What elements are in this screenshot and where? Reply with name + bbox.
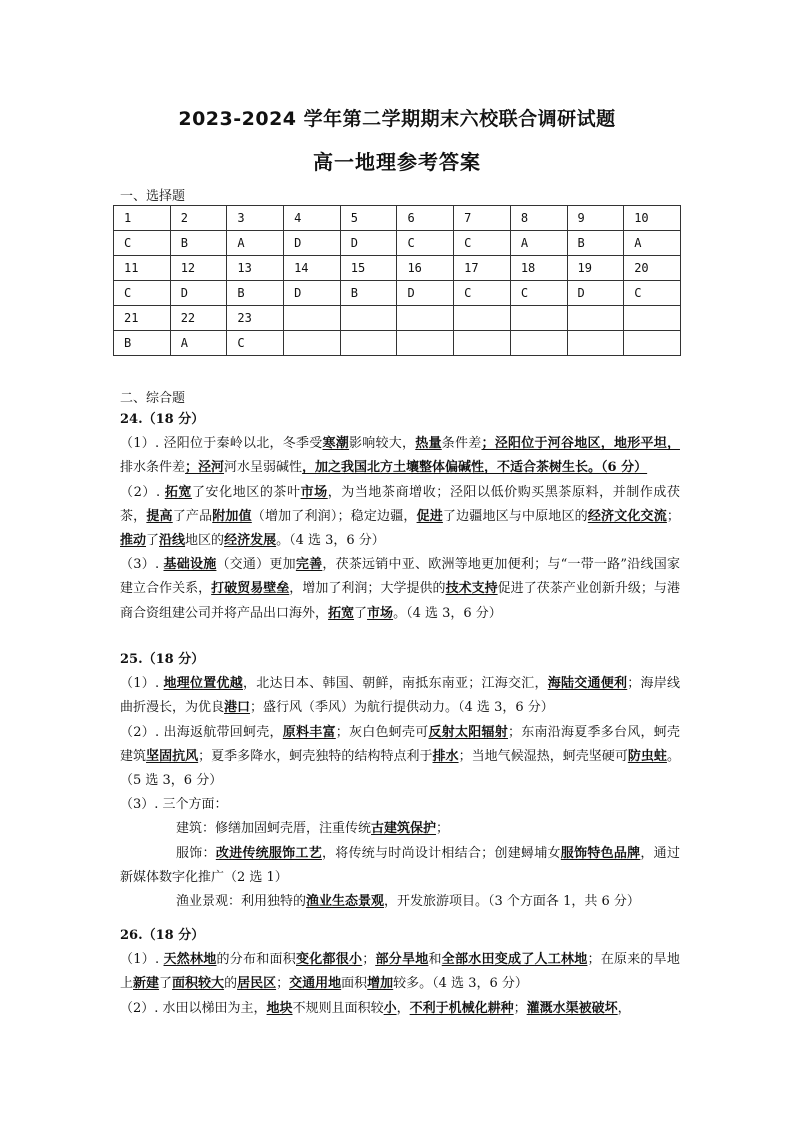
answer-text: （3）.	[120, 557, 164, 573]
question-26	[120, 924, 680, 1021]
key-point: 基础设施	[163, 557, 217, 573]
table-cell: 11	[114, 256, 171, 281]
table-cell: B	[114, 331, 171, 356]
key-point: 服饰特色品牌	[560, 845, 641, 861]
key-point: 反射太阳辐射	[428, 724, 508, 740]
key-point: 经济文化交流	[587, 508, 667, 524]
key-point: 新建	[133, 976, 160, 992]
table-cell: C	[114, 281, 171, 306]
answer-text: ，	[396, 1000, 410, 1016]
answer-text: 促进了茯茶产业创新升级；与港商合资组建公司并将产品出口海外，	[120, 581, 680, 621]
table-cell	[397, 331, 454, 356]
table-cell	[284, 306, 341, 331]
table-cell: 9	[567, 206, 624, 231]
page-subtitle: 高一地理参考答案	[313, 150, 481, 174]
key-point: 技术支持	[445, 581, 498, 597]
answer-text: ；	[436, 821, 450, 837]
key-point: 附加值	[212, 508, 252, 524]
table-cell	[454, 306, 511, 331]
page-title: 2023-2024 学年第二学期期末六校联合调研试题	[178, 108, 616, 130]
table-cell: 4	[284, 206, 341, 231]
question-24-heading: 24.（18 分）	[120, 412, 205, 427]
table-cell: 13	[227, 256, 284, 281]
answer-text: （1）.	[120, 676, 164, 692]
answer-text: ；盛行风（季风）为航行提供动力。（4 选 3，6 分）	[250, 700, 554, 716]
answer-text: 服饰：	[176, 845, 216, 861]
question-number-row	[114, 306, 681, 331]
answer-text: 排水条件差	[120, 460, 186, 476]
key-point: 经济发展	[224, 533, 277, 549]
q26-part-1	[120, 948, 680, 996]
table-cell: 14	[284, 256, 341, 281]
key-point: 拓宽	[164, 484, 192, 500]
table-cell: A	[170, 331, 227, 356]
table-cell: 7	[454, 206, 511, 231]
key-point: 部分旱地	[375, 952, 429, 968]
answer-text: 的分布和面积	[216, 952, 296, 968]
answer-text: 条件差	[441, 436, 482, 452]
table-cell: C	[397, 231, 454, 256]
answer-text: ；	[276, 976, 290, 992]
q25-building	[120, 817, 680, 841]
key-point: 小	[383, 1000, 397, 1016]
key-point: ，加之我国北方土壤整体偏碱性，不适合茶树生长。（6 分）	[302, 460, 648, 476]
key-point: 古建筑保护	[371, 821, 437, 837]
section-comprehensive-heading: 二、综合题	[120, 391, 186, 406]
answer-text: 了产品	[172, 508, 213, 524]
table-cell: D	[340, 231, 397, 256]
table-cell: C	[510, 281, 567, 306]
table-cell: C	[624, 281, 681, 306]
answer-text: 。（4 选 3，6 分）	[276, 533, 385, 549]
q24-part-1	[120, 432, 680, 480]
key-point: 坚固抗风	[146, 748, 199, 764]
table-cell: 1	[114, 206, 171, 231]
table-cell: C	[454, 281, 511, 306]
answer-text: 河水呈弱碱性	[224, 460, 303, 476]
table-cell	[454, 331, 511, 356]
table-cell	[340, 306, 397, 331]
table-cell: 21	[114, 306, 171, 331]
answer-text: 的	[224, 976, 238, 992]
table-cell: 2	[170, 206, 227, 231]
answer-text: ；	[666, 508, 680, 524]
table-cell: 12	[170, 256, 227, 281]
answer-text: ，开发旅游项目。（3 个方面各 1，共 6 分）	[384, 894, 640, 910]
q25-clothing	[120, 842, 680, 890]
answer-text: ；	[362, 952, 376, 968]
answer-text: 较多。（4 选 3，6 分）	[393, 976, 528, 992]
key-point: 打破贸易壁垒	[211, 581, 290, 597]
key-point: 全部水田变成了人工林地	[441, 952, 588, 968]
table-cell: 18	[510, 256, 567, 281]
answer-text: ，将传统与时尚设计相结合；创建蟳埔女	[321, 845, 561, 861]
question-number-row	[114, 206, 681, 231]
key-point: 不利于机械化耕种	[409, 1000, 514, 1016]
q25-part-2	[120, 721, 680, 794]
key-point: 地块	[266, 1000, 293, 1016]
table-cell: 22	[170, 306, 227, 331]
key-point: 港口	[224, 700, 251, 716]
answer-text: ；夏季多降水，蚵壳独特的结构特点利于	[198, 748, 433, 764]
answer-text: 影响较大，	[349, 436, 416, 452]
question-25-heading: 25.（18 分）	[120, 652, 205, 667]
answer-text: 了边疆地区与中原地区的	[442, 508, 588, 524]
question-26-heading: 26.（18 分）	[120, 928, 205, 943]
q26-part-2	[120, 997, 680, 1021]
answer-text: （1）. 泾阳位于秦岭以北，冬季受	[120, 436, 323, 452]
table-cell	[397, 306, 454, 331]
table-cell: 8	[510, 206, 567, 231]
answer-text: 了安化地区的茶叶	[191, 484, 301, 500]
key-point: ；泾阳位于河谷地区，地形平坦，	[481, 436, 680, 452]
table-cell: D	[170, 281, 227, 306]
table-cell: 19	[567, 256, 624, 281]
answer-text: （1）.	[120, 952, 164, 968]
answer-text: 面积	[341, 976, 368, 992]
key-point: 原料丰富	[282, 724, 336, 740]
key-point: 面积较大	[172, 976, 225, 992]
answer-text: （2）. 水田以梯田为主，	[120, 1000, 267, 1016]
table-cell	[510, 331, 567, 356]
key-point: 天然林地	[163, 952, 217, 968]
answer-text: （2）. 出海返航带回蚵壳，	[120, 724, 283, 740]
key-point: 推动	[120, 533, 147, 549]
answer-text: ；	[513, 1000, 527, 1016]
table-cell: 10	[624, 206, 681, 231]
answer-text: ，增加了利润；大学提供的	[289, 581, 446, 597]
q25-part-1	[120, 672, 680, 720]
answer-table	[113, 205, 681, 356]
table-cell: D	[284, 281, 341, 306]
key-point: 拓宽	[328, 605, 355, 621]
table-cell: A	[510, 231, 567, 256]
table-cell: B	[567, 231, 624, 256]
question-number-row	[114, 256, 681, 281]
key-point: 热量	[415, 436, 442, 452]
key-point: 灌溉水渠被破坏	[526, 1000, 618, 1016]
table-cell: A	[227, 231, 284, 256]
key-point: 沿线	[159, 533, 186, 549]
table-cell	[624, 331, 681, 356]
table-cell	[340, 331, 397, 356]
table-cell	[567, 306, 624, 331]
table-cell: 3	[227, 206, 284, 231]
answer-row	[114, 231, 681, 256]
table-cell	[510, 306, 567, 331]
section-choice-heading: 一、选择题	[120, 189, 186, 204]
table-cell: D	[284, 231, 341, 256]
question-25	[120, 648, 680, 914]
answer-text: 地区的	[185, 533, 225, 549]
answer-text: 了	[146, 533, 160, 549]
table-cell: 5	[340, 206, 397, 231]
table-cell	[624, 306, 681, 331]
answer-text: （交通）更加	[216, 557, 296, 573]
table-cell: 6	[397, 206, 454, 231]
table-cell	[284, 331, 341, 356]
table-cell: B	[340, 281, 397, 306]
q25-fishery	[120, 890, 680, 914]
answer-text: 渔业景观：利用独特的	[176, 894, 307, 910]
answer-text: ；当地气候湿热，蚵壳坚硬可	[458, 748, 628, 764]
answer-text: ，	[617, 1000, 631, 1016]
key-point: 海陆交通便利	[547, 676, 628, 692]
answer-text: ；在原来的旱地上	[120, 952, 680, 992]
answer-text: （2）.	[120, 484, 165, 500]
answer-text: 。（4 选 3，6 分）	[393, 605, 502, 621]
key-point: 提高	[146, 508, 173, 524]
question-24	[120, 408, 680, 626]
key-point: 改进传统服饰工艺	[215, 845, 322, 861]
key-point: 排水	[432, 748, 459, 764]
table-cell: A	[624, 231, 681, 256]
table-cell: 16	[397, 256, 454, 281]
q25-part-3: （3）. 三个方面：	[120, 797, 228, 813]
table-cell: C	[227, 331, 284, 356]
answer-text: ；灰白色蚵壳可	[335, 724, 429, 740]
key-point: 地理位置优越	[163, 676, 244, 692]
answer-text: ，北达日本、韩国、朝鲜，南抵东南亚；江海交汇，	[243, 676, 548, 692]
answer-text: 和	[428, 952, 442, 968]
key-point: 完善	[295, 557, 323, 573]
answer-text: （增加了利润）；稳定边疆，	[251, 508, 417, 524]
answer-text: 不规则且面积较	[292, 1000, 384, 1016]
table-cell: C	[114, 231, 171, 256]
key-point: 渔业生态景观	[306, 894, 385, 910]
answer-text: ，茯茶远销中亚、欧洲等地更加便利；与“一带一路”沿线国家建立合作关系，	[120, 557, 680, 597]
table-cell: D	[567, 281, 624, 306]
table-cell: 17	[454, 256, 511, 281]
key-point: 促进	[416, 508, 443, 524]
key-point: 防虫蛀	[627, 748, 667, 764]
table-cell: B	[170, 231, 227, 256]
table-cell: 23	[227, 306, 284, 331]
answer-row	[114, 331, 681, 356]
key-point: 增加	[367, 976, 394, 992]
q24-part-3	[120, 553, 680, 626]
answer-text: 了	[159, 976, 173, 992]
key-point: 寒潮	[322, 436, 349, 452]
table-cell	[567, 331, 624, 356]
answer-text: ，为当地茶商增收；泾阳以低价购买黑茶原料，并制作成茯茶，	[120, 484, 680, 524]
table-cell: 15	[340, 256, 397, 281]
q24-part-2	[120, 481, 680, 554]
answer-text: ；东南沿海夏季多台风，蚵壳建筑	[120, 724, 680, 764]
answer-text: ；海岸线曲折漫长，为优良	[120, 676, 680, 716]
answer-row	[114, 281, 681, 306]
table-cell: C	[454, 231, 511, 256]
answer-text: 了	[354, 605, 368, 621]
key-point: 居民区	[237, 976, 277, 992]
answer-text: ，通过新媒体数字化推广（2 选 1）	[120, 845, 680, 885]
key-point: ；泾河	[185, 460, 225, 476]
table-cell: D	[397, 281, 454, 306]
answer-text: 建筑：修缮加固蚵壳厝，注重传统	[176, 821, 372, 837]
table-cell: 20	[624, 256, 681, 281]
key-point: 交通用地	[289, 976, 342, 992]
key-point: 市场	[300, 484, 328, 500]
key-point: 变化都很小	[296, 952, 363, 968]
table-cell: B	[227, 281, 284, 306]
key-point: 市场	[367, 605, 394, 621]
answer-text: 。（5 选 3，6 分）	[120, 748, 680, 789]
